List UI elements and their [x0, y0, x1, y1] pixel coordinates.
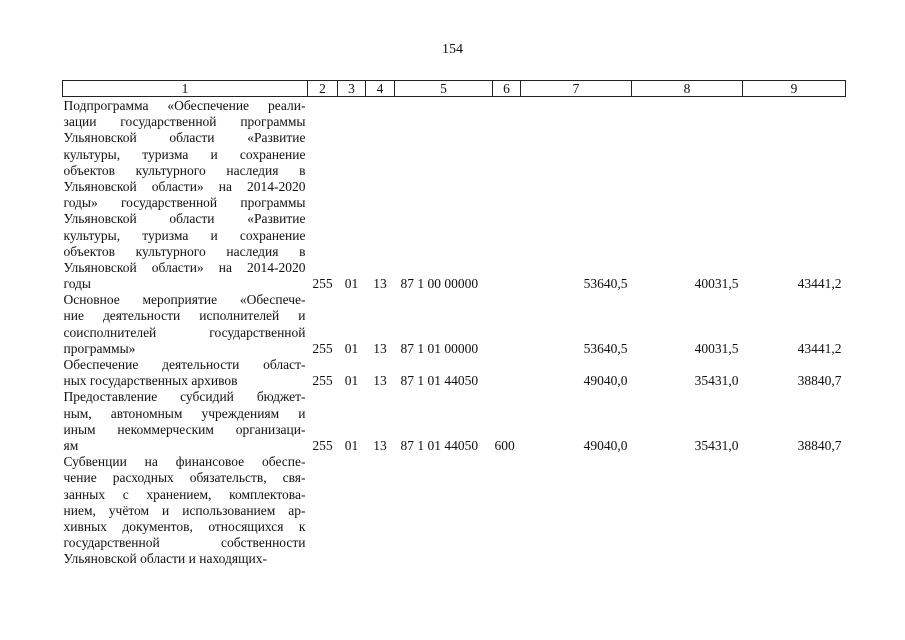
cell-amount-col8: 35431,0 — [694, 373, 739, 389]
row-name-line: иным некоммерческим организаци- — [63, 421, 306, 437]
budget-table — [62, 80, 846, 567]
cell-amount-col8: 35431,0 — [694, 437, 739, 453]
cell-amount-col7: 49040,0 — [583, 437, 628, 453]
row-name-line: годы — [63, 276, 92, 292]
cell-section: 01 — [344, 276, 359, 292]
row-name-line: Ульяновской области» на 2014-2020 — [63, 178, 306, 194]
cell-ministry-code: 255 — [312, 373, 333, 389]
table-row — [63, 292, 846, 357]
row-name-line: Ульяновской области «Развитие — [63, 211, 306, 227]
row-name-line: культуры, туризма и сохранение — [63, 227, 306, 243]
row-name-line: Ульяновской области «Развитие — [63, 130, 306, 146]
cell-amount-col8: 40031,5 — [694, 340, 739, 356]
row-name-line: объектов культурного наследия в — [63, 162, 306, 178]
row-name-line: Субвенции на финансовое обеспе- — [63, 454, 306, 470]
table-row — [63, 97, 846, 293]
cell-amount-col7 — [521, 454, 632, 567]
cell-subsection: 13 — [373, 373, 387, 389]
row-name — [63, 389, 308, 454]
column-header-1: 1 — [63, 81, 308, 97]
row-name — [63, 357, 308, 389]
cell-ministry-code: 255 — [312, 437, 333, 453]
row-name-line: культуры, туризма и сохранение — [63, 146, 306, 162]
column-header-2: 2 — [308, 81, 338, 97]
cell-expense-type: 600 — [494, 437, 515, 453]
cell-amount-col7: 49040,0 — [583, 373, 628, 389]
cell-amount-col7: 53640,5 — [583, 276, 628, 292]
cell-ministry-code — [308, 454, 338, 567]
cell-section: 01 — [344, 437, 359, 453]
column-header-4: 4 — [366, 81, 395, 97]
row-name-line: программы» — [63, 340, 136, 356]
row-name — [63, 454, 308, 567]
cell-expense-type — [493, 454, 521, 567]
row-name-line: занных с хранением, комплектова- — [63, 486, 306, 502]
cell-section — [338, 454, 366, 567]
row-name-line: ние деятельности исполнителей и — [63, 308, 306, 324]
cell-target-article — [395, 454, 493, 567]
row-name-line: чение расходных обязательств, свя- — [63, 470, 306, 486]
row-name-line: хивных документов, относящихся к — [63, 518, 306, 534]
cell-expense-type — [493, 97, 521, 293]
column-header-7: 7 — [521, 81, 632, 97]
row-name-line: Ульяновской области и находящих- — [63, 551, 267, 567]
cell-amount-col7: 53640,5 — [583, 340, 628, 356]
column-header-3: 3 — [338, 81, 366, 97]
table-body — [63, 97, 846, 568]
row-name-line: ям — [63, 437, 79, 453]
cell-expense-type — [493, 357, 521, 389]
row-name — [63, 292, 308, 357]
table-row — [63, 389, 846, 454]
row-name-line: Обеспечение деятельности област- — [63, 357, 306, 372]
cell-subsection: 13 — [373, 437, 387, 453]
table-row — [63, 357, 846, 389]
cell-amount-col8 — [632, 454, 743, 567]
cell-ministry-code: 255 — [312, 340, 333, 356]
cell-amount-col8: 40031,5 — [694, 276, 739, 292]
column-header-6: 6 — [493, 81, 521, 97]
cell-section: 01 — [344, 340, 359, 356]
cell-target-article: 87 1 01 44050 — [400, 437, 479, 453]
cell-subsection — [366, 454, 395, 567]
row-name-line: соисполнителей государственной — [63, 324, 306, 340]
page-number: 154 — [442, 42, 463, 57]
cell-amount-col9: 38840,7 — [797, 437, 842, 453]
column-header-5: 5 — [395, 81, 493, 97]
cell-subsection: 13 — [373, 276, 387, 292]
cell-ministry-code: 255 — [312, 276, 333, 292]
column-header-8: 8 — [632, 81, 743, 97]
cell-amount-col9: 43441,2 — [797, 276, 842, 292]
cell-amount-col9: 38840,7 — [797, 373, 842, 389]
cell-target-article: 87 1 00 00000 — [400, 276, 479, 292]
cell-target-article: 87 1 01 44050 — [400, 373, 479, 389]
row-name-line: нием, учётом и использованием ар- — [63, 502, 306, 518]
cell-section: 01 — [344, 373, 359, 389]
cell-target-article: 87 1 01 00000 — [400, 340, 479, 356]
row-name-line: ным, автономным учреждениям и — [63, 405, 306, 421]
row-name-line: Основное мероприятие «Обеспече- — [63, 292, 306, 308]
cell-expense-type — [493, 292, 521, 357]
table-row — [63, 454, 846, 567]
row-name-line: государственной собственности — [63, 535, 306, 551]
row-name-line: Ульяновской области» на 2014-2020 — [63, 259, 306, 275]
cell-amount-col9: 43441,2 — [797, 340, 842, 356]
row-name-line: годы» государственной программы — [63, 195, 306, 211]
row-name — [63, 97, 308, 293]
row-name-line: Подпрограмма «Обеспечение реали- — [63, 98, 306, 113]
row-name-line: ных государственных архивов — [63, 373, 238, 389]
row-name-line: зации государственной программы — [63, 114, 306, 130]
header-row — [63, 81, 846, 97]
row-name-line: Предоставление субсидий бюджет- — [63, 389, 306, 405]
cell-amount-col9 — [743, 454, 846, 567]
row-name-line: объектов культурного наследия в — [63, 243, 306, 259]
column-header-9: 9 — [743, 81, 846, 97]
cell-subsection: 13 — [373, 340, 387, 356]
